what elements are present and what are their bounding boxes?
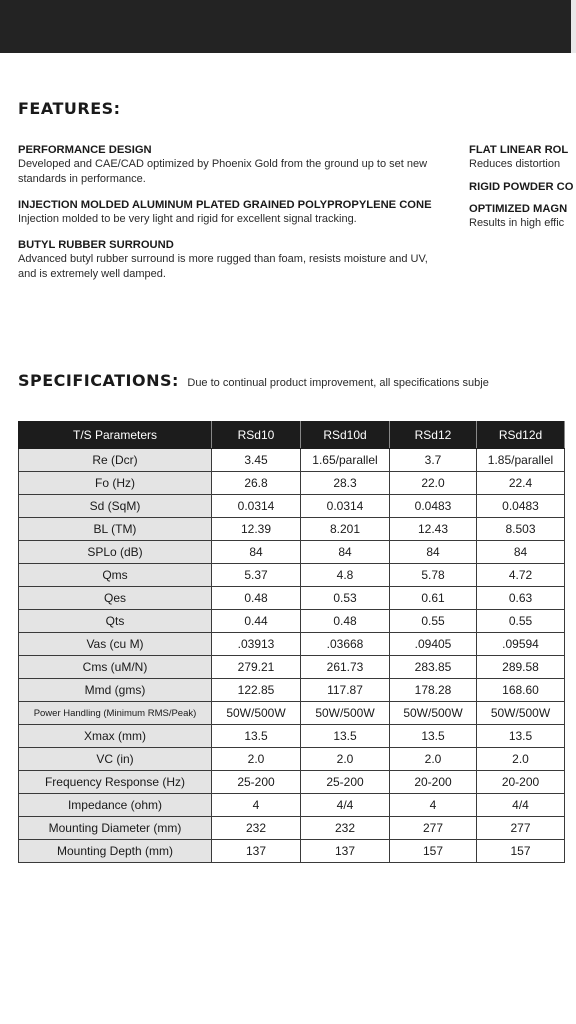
spec-value-cell: 13.5 xyxy=(390,725,477,748)
parameter-name-cell: Re (Dcr) xyxy=(19,449,212,472)
table-row xyxy=(19,587,565,610)
feature-item xyxy=(469,144,576,172)
spec-value-cell: 0.0314 xyxy=(301,495,390,518)
parameter-name-cell: Qms xyxy=(19,564,212,587)
spec-value-cell: 84 xyxy=(301,541,390,564)
feature-title: FLAT LINEAR ROL xyxy=(469,144,569,156)
spec-value-cell: 5.37 xyxy=(212,564,301,587)
spec-value-cell: 0.48 xyxy=(301,610,390,633)
spec-value-cell: 26.8 xyxy=(212,472,301,495)
table-row xyxy=(19,518,565,541)
spec-value-cell: 3.45 xyxy=(212,449,301,472)
parameter-name-cell: SPLo (dB) xyxy=(19,541,212,564)
table-row xyxy=(19,610,565,633)
feature-title: INJECTION MOLDED ALUMINUM PLATED GRAINED POLYPROPYLENE CONE xyxy=(18,199,432,211)
spec-value-cell: 232 xyxy=(212,817,301,840)
column-header: RSd12d xyxy=(477,422,565,449)
feature-title: BUTYL RUBBER SURROUND xyxy=(18,239,174,251)
spec-value-cell: 13.5 xyxy=(212,725,301,748)
spec-value-cell: 12.43 xyxy=(390,518,477,541)
table-row xyxy=(19,771,565,794)
parameter-name-cell: Vas (cu M) xyxy=(19,633,212,656)
spec-value-cell: 0.0483 xyxy=(390,495,477,518)
table-header-row xyxy=(19,422,565,449)
spec-value-cell: 168.60 xyxy=(477,679,565,702)
spec-value-cell: 50W/500W xyxy=(477,702,565,725)
spec-value-cell: 4/4 xyxy=(477,794,565,817)
spec-value-cell: 4 xyxy=(212,794,301,817)
spec-value-cell: .09405 xyxy=(390,633,477,656)
spec-value-cell: 13.5 xyxy=(477,725,565,748)
spec-value-cell: 0.55 xyxy=(477,610,565,633)
spec-value-cell: 0.0314 xyxy=(212,495,301,518)
column-header: RSd10 xyxy=(212,422,301,449)
spec-value-cell: 277 xyxy=(477,817,565,840)
table-row xyxy=(19,633,565,656)
spec-value-cell: 50W/500W xyxy=(212,702,301,725)
spec-value-cell: 117.87 xyxy=(301,679,390,702)
feature-title: OPTIMIZED MAGN xyxy=(469,203,568,215)
feature-item xyxy=(18,144,448,187)
spec-value-cell: 0.48 xyxy=(212,587,301,610)
parameter-name-cell: BL (TM) xyxy=(19,518,212,541)
spec-value-cell: 2.0 xyxy=(390,748,477,771)
spec-value-cell: 4.72 xyxy=(477,564,565,587)
spec-value-cell: .03913 xyxy=(212,633,301,656)
spec-value-cell: 3.7 xyxy=(390,449,477,472)
parameter-name-cell: Fo (Hz) xyxy=(19,472,212,495)
spec-value-cell: .03668 xyxy=(301,633,390,656)
table-row xyxy=(19,817,565,840)
spec-value-cell: 0.53 xyxy=(301,587,390,610)
table-row xyxy=(19,564,565,587)
feature-item xyxy=(18,239,448,282)
spec-value-cell: 232 xyxy=(301,817,390,840)
spec-value-cell: 0.63 xyxy=(477,587,565,610)
parameter-name-cell: Sd (SqM) xyxy=(19,495,212,518)
spec-value-cell: 13.5 xyxy=(301,725,390,748)
spec-value-cell: 279.21 xyxy=(212,656,301,679)
spec-value-cell: 84 xyxy=(390,541,477,564)
spec-value-cell: 157 xyxy=(390,840,477,863)
spec-value-cell: 261.73 xyxy=(301,656,390,679)
spec-value-cell: .09594 xyxy=(477,633,565,656)
spec-value-cell: 12.39 xyxy=(212,518,301,541)
table-row xyxy=(19,679,565,702)
parameter-name-cell: Mounting Diameter (mm) xyxy=(19,817,212,840)
spec-value-cell: 137 xyxy=(212,840,301,863)
features-heading: FEATURES: xyxy=(18,99,121,118)
spec-value-cell: 2.0 xyxy=(301,748,390,771)
table-row xyxy=(19,495,565,518)
spec-value-cell: 50W/500W xyxy=(390,702,477,725)
feature-description: Injection molded to be very light and rigid for excellent signal tracking. xyxy=(18,213,357,225)
feature-description: Reduces distortion xyxy=(469,158,561,170)
spec-value-cell: 84 xyxy=(477,541,565,564)
parameter-name-cell: Qts xyxy=(19,610,212,633)
specifications-table xyxy=(18,421,565,863)
feature-description: Results in high effic xyxy=(469,217,565,229)
table-row xyxy=(19,656,565,679)
table-row xyxy=(19,449,565,472)
parameter-name-cell: Qes xyxy=(19,587,212,610)
table-body xyxy=(19,449,565,863)
spec-value-cell: 157 xyxy=(477,840,565,863)
spec-value-cell: 22.4 xyxy=(477,472,565,495)
feature-item xyxy=(469,203,576,231)
parameter-name-cell: Xmax (mm) xyxy=(19,725,212,748)
parameter-name-cell: Frequency Response (Hz) xyxy=(19,771,212,794)
spec-value-cell: 0.44 xyxy=(212,610,301,633)
spec-value-cell: 1.85/parallel xyxy=(477,449,565,472)
spec-value-cell: 8.201 xyxy=(301,518,390,541)
spec-value-cell: 50W/500W xyxy=(301,702,390,725)
spec-value-cell: 0.61 xyxy=(390,587,477,610)
table-row xyxy=(19,794,565,817)
feature-title: PERFORMANCE DESIGN xyxy=(18,144,152,156)
spec-value-cell: 0.0483 xyxy=(477,495,565,518)
spec-value-cell: 28.3 xyxy=(301,472,390,495)
parameter-name-cell: Cms (uM/N) xyxy=(19,656,212,679)
table-row xyxy=(19,541,565,564)
parameter-name-cell: Mounting Depth (mm) xyxy=(19,840,212,863)
spec-value-cell: 8.503 xyxy=(477,518,565,541)
column-header: RSd12 xyxy=(390,422,477,449)
specifications-note: Due to continual product improvement, all specifications subje xyxy=(187,377,489,389)
specifications-heading: SPECIFICATIONS: xyxy=(18,371,179,390)
parameter-name-cell: Power Handling (Minimum RMS/Peak) xyxy=(19,702,212,725)
spec-value-cell: 4 xyxy=(390,794,477,817)
spec-value-cell: 25-200 xyxy=(301,771,390,794)
spec-value-cell: 20-200 xyxy=(390,771,477,794)
spec-value-cell: 122.85 xyxy=(212,679,301,702)
feature-item xyxy=(18,199,448,227)
parameter-name-cell: VC (in) xyxy=(19,748,212,771)
column-header: RSd10d xyxy=(301,422,390,449)
features-left-column xyxy=(18,144,448,294)
spec-value-cell: 289.58 xyxy=(477,656,565,679)
spec-value-cell: 2.0 xyxy=(477,748,565,771)
spec-value-cell: 4.8 xyxy=(301,564,390,587)
spec-value-cell: 277 xyxy=(390,817,477,840)
feature-item xyxy=(469,181,576,194)
spec-value-cell: 84 xyxy=(212,541,301,564)
spec-value-cell: 1.65/parallel xyxy=(301,449,390,472)
table-row xyxy=(19,725,565,748)
spec-value-cell: 178.28 xyxy=(390,679,477,702)
spec-value-cell: 0.55 xyxy=(390,610,477,633)
spec-value-cell: 4/4 xyxy=(301,794,390,817)
top-banner-edge xyxy=(571,0,576,53)
spec-value-cell: 22.0 xyxy=(390,472,477,495)
spec-value-cell: 2.0 xyxy=(212,748,301,771)
column-header: T/S Parameters xyxy=(19,422,212,449)
feature-description: Developed and CAE/CAD optimized by Phoenix Gold from the ground up to set new standards in performance. xyxy=(18,158,428,185)
table-row xyxy=(19,472,565,495)
table-row xyxy=(19,748,565,771)
table-row xyxy=(19,840,565,863)
spec-value-cell: 25-200 xyxy=(212,771,301,794)
parameter-name-cell: Impedance (ohm) xyxy=(19,794,212,817)
feature-title: RIGID POWDER CO xyxy=(469,181,574,193)
top-banner xyxy=(0,0,571,53)
spec-value-cell: 283.85 xyxy=(390,656,477,679)
table-row xyxy=(19,702,565,725)
parameter-name-cell: Mmd (gms) xyxy=(19,679,212,702)
spec-value-cell: 137 xyxy=(301,840,390,863)
features-right-column xyxy=(469,144,576,240)
spec-value-cell: 20-200 xyxy=(477,771,565,794)
feature-description: Advanced butyl rubber surround is more rugged than foam, resists moisture and UV, and is extremely well damped. xyxy=(18,253,428,280)
spec-value-cell: 5.78 xyxy=(390,564,477,587)
specifications-header xyxy=(18,371,576,391)
